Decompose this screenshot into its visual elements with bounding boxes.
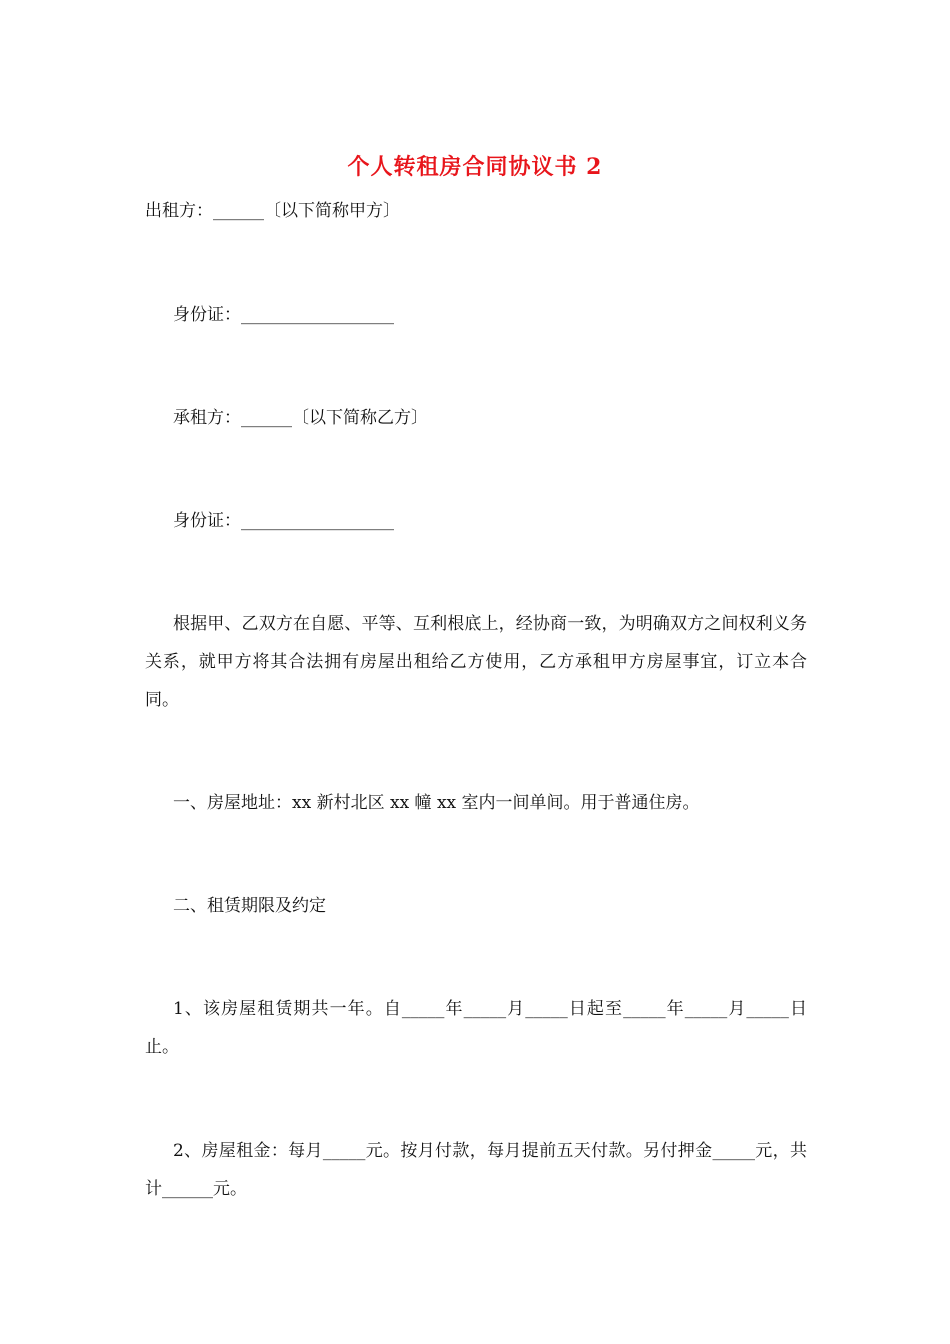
- intro-paragraph: 根据甲、乙双方在自愿、平等、互利根底上，经协商一致，为明确双方之间权利义务关系，就甲方将其合法拥有房屋出租给乙方使用，乙方承租甲方房屋事宜，订立本合同。: [145, 614, 807, 710]
- clause-rent: 2、房屋租金：每月_____元。按月付款，每月提前五天付款。另付押金_____元，共计______元。: [145, 1141, 807, 1199]
- clause-lease-term-heading: 二、租赁期限及约定: [173, 896, 326, 916]
- clause-address: 一、房屋地址：xx 新村北区 xx 幢 xx 室内一间单间。用于普通住房。: [173, 793, 700, 813]
- lessee-id-line: 身份证：__________________: [173, 511, 394, 531]
- lessee-line: 承租方：______〔以下简称乙方〕: [173, 408, 428, 428]
- document-title: 个人转租房合同协议书 2: [347, 154, 603, 180]
- lessor-id-line: 身份证：__________________: [173, 305, 394, 325]
- clause-lease-period: 1、该房屋租赁期共一年。自_____年_____月_____日起至_____年_____月_____日止。: [145, 999, 807, 1057]
- lessor-line: 出租方：______〔以下简称甲方〕: [145, 201, 400, 221]
